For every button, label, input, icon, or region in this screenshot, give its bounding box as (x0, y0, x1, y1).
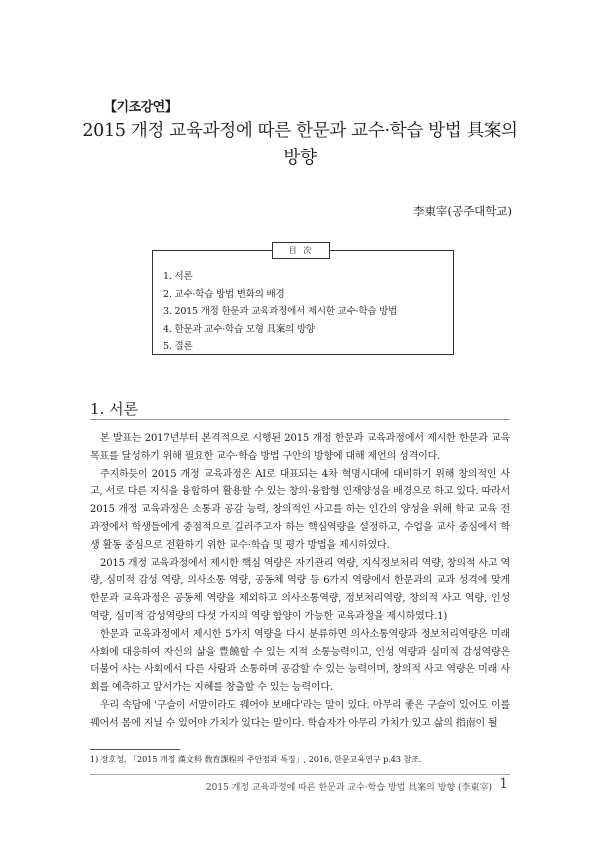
toc-item: 2. 교수·학습 방법 변화의 배경 (163, 288, 285, 300)
paragraph: 주지하듯이 2015 개정 교육과정은 AI로 대표되는 4차 혁명시대에 대비하기 위해 창의적인 사고, 서로 다른 지식을 융합하여 활용할 수 있는 창의·융합형 인재양성을 배경으로 하고 있다. 따라서 2015 개정 교육과정은 소통과 공감 능력, 창의적인 사고를 하는 인간의 양성을 위해 학교 교육 전 과정에서 학생들에게 중점적으로 길러주고자 하는 핵심역량을 설정하고, 수업을 교사 중심에서 학생 활동 중심으로 전환하기 위한 교수·학습 및 평가 방법을 제시하였다. (90, 468, 510, 551)
paragraph: 본 발표는 2017년부터 본격적으로 시행된 2015 개정 한문과 교육과정에서 제시한 한문과 교육목표를 달성하기 위해 필요한 교수·학습 방법 구안의 방향에 대해 제언의 성격이다. (90, 433, 510, 462)
toc-list (163, 268, 397, 356)
paper-title-line-1: 2015 개정 교육과정에 따른 한문과 교수·학습 방법 具案의 (82, 121, 518, 141)
toc-title: 目 次 (272, 242, 330, 259)
paper-title-line-2: 방향 (283, 148, 317, 168)
author: 李東宰(공주대학교) (412, 204, 512, 218)
paragraph: 우리 속담에 '구슬이 서말이라도 꿰어야 보배다'라는 말이 있다. 아무리 좋은 구슬이 있어도 이를 꿰어서 몸에 지닐 수 있어야 가치가 있다는 말이다. 학습자가 아무리 가치가 있고 삶의 指南이 될 (90, 699, 510, 729)
page-number: 1 (499, 776, 508, 792)
paragraph: 한문과 교육과정에서 제시한 5가지 역량을 다시 분류하면 의사소통역량과 정보처리역량은 미래사회에 대응하여 자신의 삶을 豊饒할 수 있는 지적 소통능력이고, 인성 역량과 심미적 감성역량은 더불어 사는 사회에서 다른 사람과 소통하며 공감할 수 있는 능력이며, 창의적 사고 역량은 미래 사회를 예측하고 앞서가는 지혜를 창출할 수 있는 능력이다. (90, 628, 510, 694)
toc-item: 4. 한문과 교수·학습 모형 具案의 방향 (163, 323, 315, 335)
paper-title (70, 118, 530, 172)
section-divider (90, 419, 510, 420)
toc-item: 1. 서론 (163, 271, 193, 282)
section-heading: 1. 서론 (90, 400, 139, 418)
toc-item: 3. 2015 개정 한문과 교육과정에서 제시한 교수·학습 방법 (163, 306, 398, 317)
running-title: 2015 개정 교육과정에 따른 한문과 교수·학습 방법 具案의 방향 (李東宰) (205, 783, 492, 793)
toc-item: 5. 결론 (163, 341, 193, 352)
footnote-divider (90, 749, 180, 750)
session-tag: 【기조강연】 (104, 100, 178, 115)
paragraph: 2015 개정 교육과정에서 제시한 핵심 역량은 자기관리 역량, 지식정보처리 역량, 창의적 사고 역량, 심미적 감성 역량, 의사소통 역량, 공동체 역량 등 6가지 역량에서 한문과의 교과 성격에 맞게 한문과 교육과정은 공동체 역량을 제외하고 의사소통역량, 정보처리역량, 창의적 사고 역량, 인성 역량, 심미적 감성역량의 다섯 가지의 역량 함양이 가능한 교육과정을 제시하였다.1) (90, 557, 510, 622)
footer-divider (90, 774, 510, 775)
footnote: 1) 장호성, 「2015 개정 漢文科 敎育課程의 주안점과 특징」, 2016, 한문교육연구 p.43 참조. (90, 755, 422, 764)
body-text (90, 430, 510, 733)
